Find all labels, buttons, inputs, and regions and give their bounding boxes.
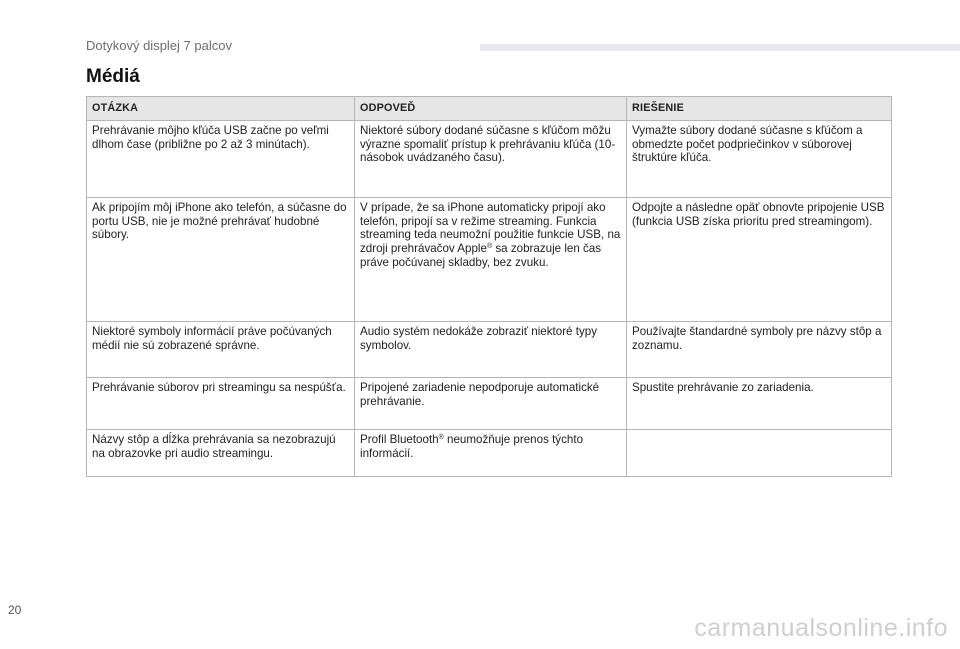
registered-mark: ® xyxy=(486,243,493,251)
cell-riesenie: Spustite prehrávanie zo zariadenia. xyxy=(627,377,892,429)
faq-table xyxy=(86,96,892,477)
answer-text-part: neumožňuje prenos týchto informácií. xyxy=(360,432,584,460)
header-riesenie: RIEŠENIE xyxy=(627,97,892,121)
answer-text-part: V prípade, že sa iPhone automaticky pripojí ako telefón, pripojí sa v režime streaming. Funkcia streaming teda neumožní použitie funkcie USB, na zdroji prehrávačov Apple xyxy=(360,200,621,256)
watermark: carmanualsonline.info xyxy=(694,614,948,642)
cell-otazka: Ak pripojím môj iPhone ako telefón, a súčasne do portu USB, nie je možné prehrávať hudobné súbory. xyxy=(87,197,355,321)
header-rule xyxy=(480,44,960,51)
section-title: Médiá xyxy=(86,66,140,87)
cell-odpoved xyxy=(355,429,627,476)
table-row xyxy=(87,429,892,476)
answer-text-part: Profil Bluetooth xyxy=(360,432,439,446)
cell-riesenie: Odpojte a následne opäť obnovte pripojenie USB (funkcia USB získa prioritu pred streamingom). xyxy=(627,197,892,321)
table-header-row xyxy=(87,97,892,121)
header-odpoved: ODPOVEĎ xyxy=(355,97,627,121)
table-row xyxy=(87,120,892,197)
cell-otazka: Prehrávanie súborov pri streamingu sa nespúšťa. xyxy=(87,377,355,429)
cell-otazka: Niektoré symboly informácií práve počúvaných médií nie sú zobrazené správne. xyxy=(87,321,355,377)
answer-text-part: sa zobrazuje len čas práve počúvanej skladby, bez zvuku. xyxy=(360,242,602,269)
table-row xyxy=(87,321,892,377)
cell-otazka: Názvy stôp a dĺžka prehrávania sa nezobrazujú na obrazovke pri audio streamingu. xyxy=(87,429,355,476)
running-head: Dotykový displej 7 palcov xyxy=(86,38,232,53)
cell-otazka: Prehrávanie môjho kľúča USB začne po veľmi dlhom čase (približne po 2 až 3 minútach). xyxy=(87,120,355,197)
cell-odpoved: Niektoré súbory dodané súčasne s kľúčom môžu výrazne spomaliť prístup k prehrávaniu kľúča (10-násobok uvádzaného času). xyxy=(355,120,627,197)
table-row xyxy=(87,197,892,321)
cell-odpoved xyxy=(355,197,627,321)
cell-riesenie: Vymažte súbory dodané súčasne s kľúčom a obmedzte počet podpriečinkov v súborovej štruktúre kľúča. xyxy=(627,120,892,197)
page-number: 20 xyxy=(8,603,22,617)
cell-riesenie: Používajte štandardné symboly pre názvy stôp a zoznamu. xyxy=(627,321,892,377)
table-row xyxy=(87,377,892,429)
registered-mark: ® xyxy=(438,433,444,441)
cell-riesenie xyxy=(627,429,892,476)
cell-odpoved: Audio systém nedokáže zobraziť niektoré typy symbolov. xyxy=(355,321,627,377)
header-otazka: OTÁZKA xyxy=(87,97,355,121)
cell-odpoved: Pripojené zariadenie nepodporuje automatické prehrávanie. xyxy=(355,377,627,429)
